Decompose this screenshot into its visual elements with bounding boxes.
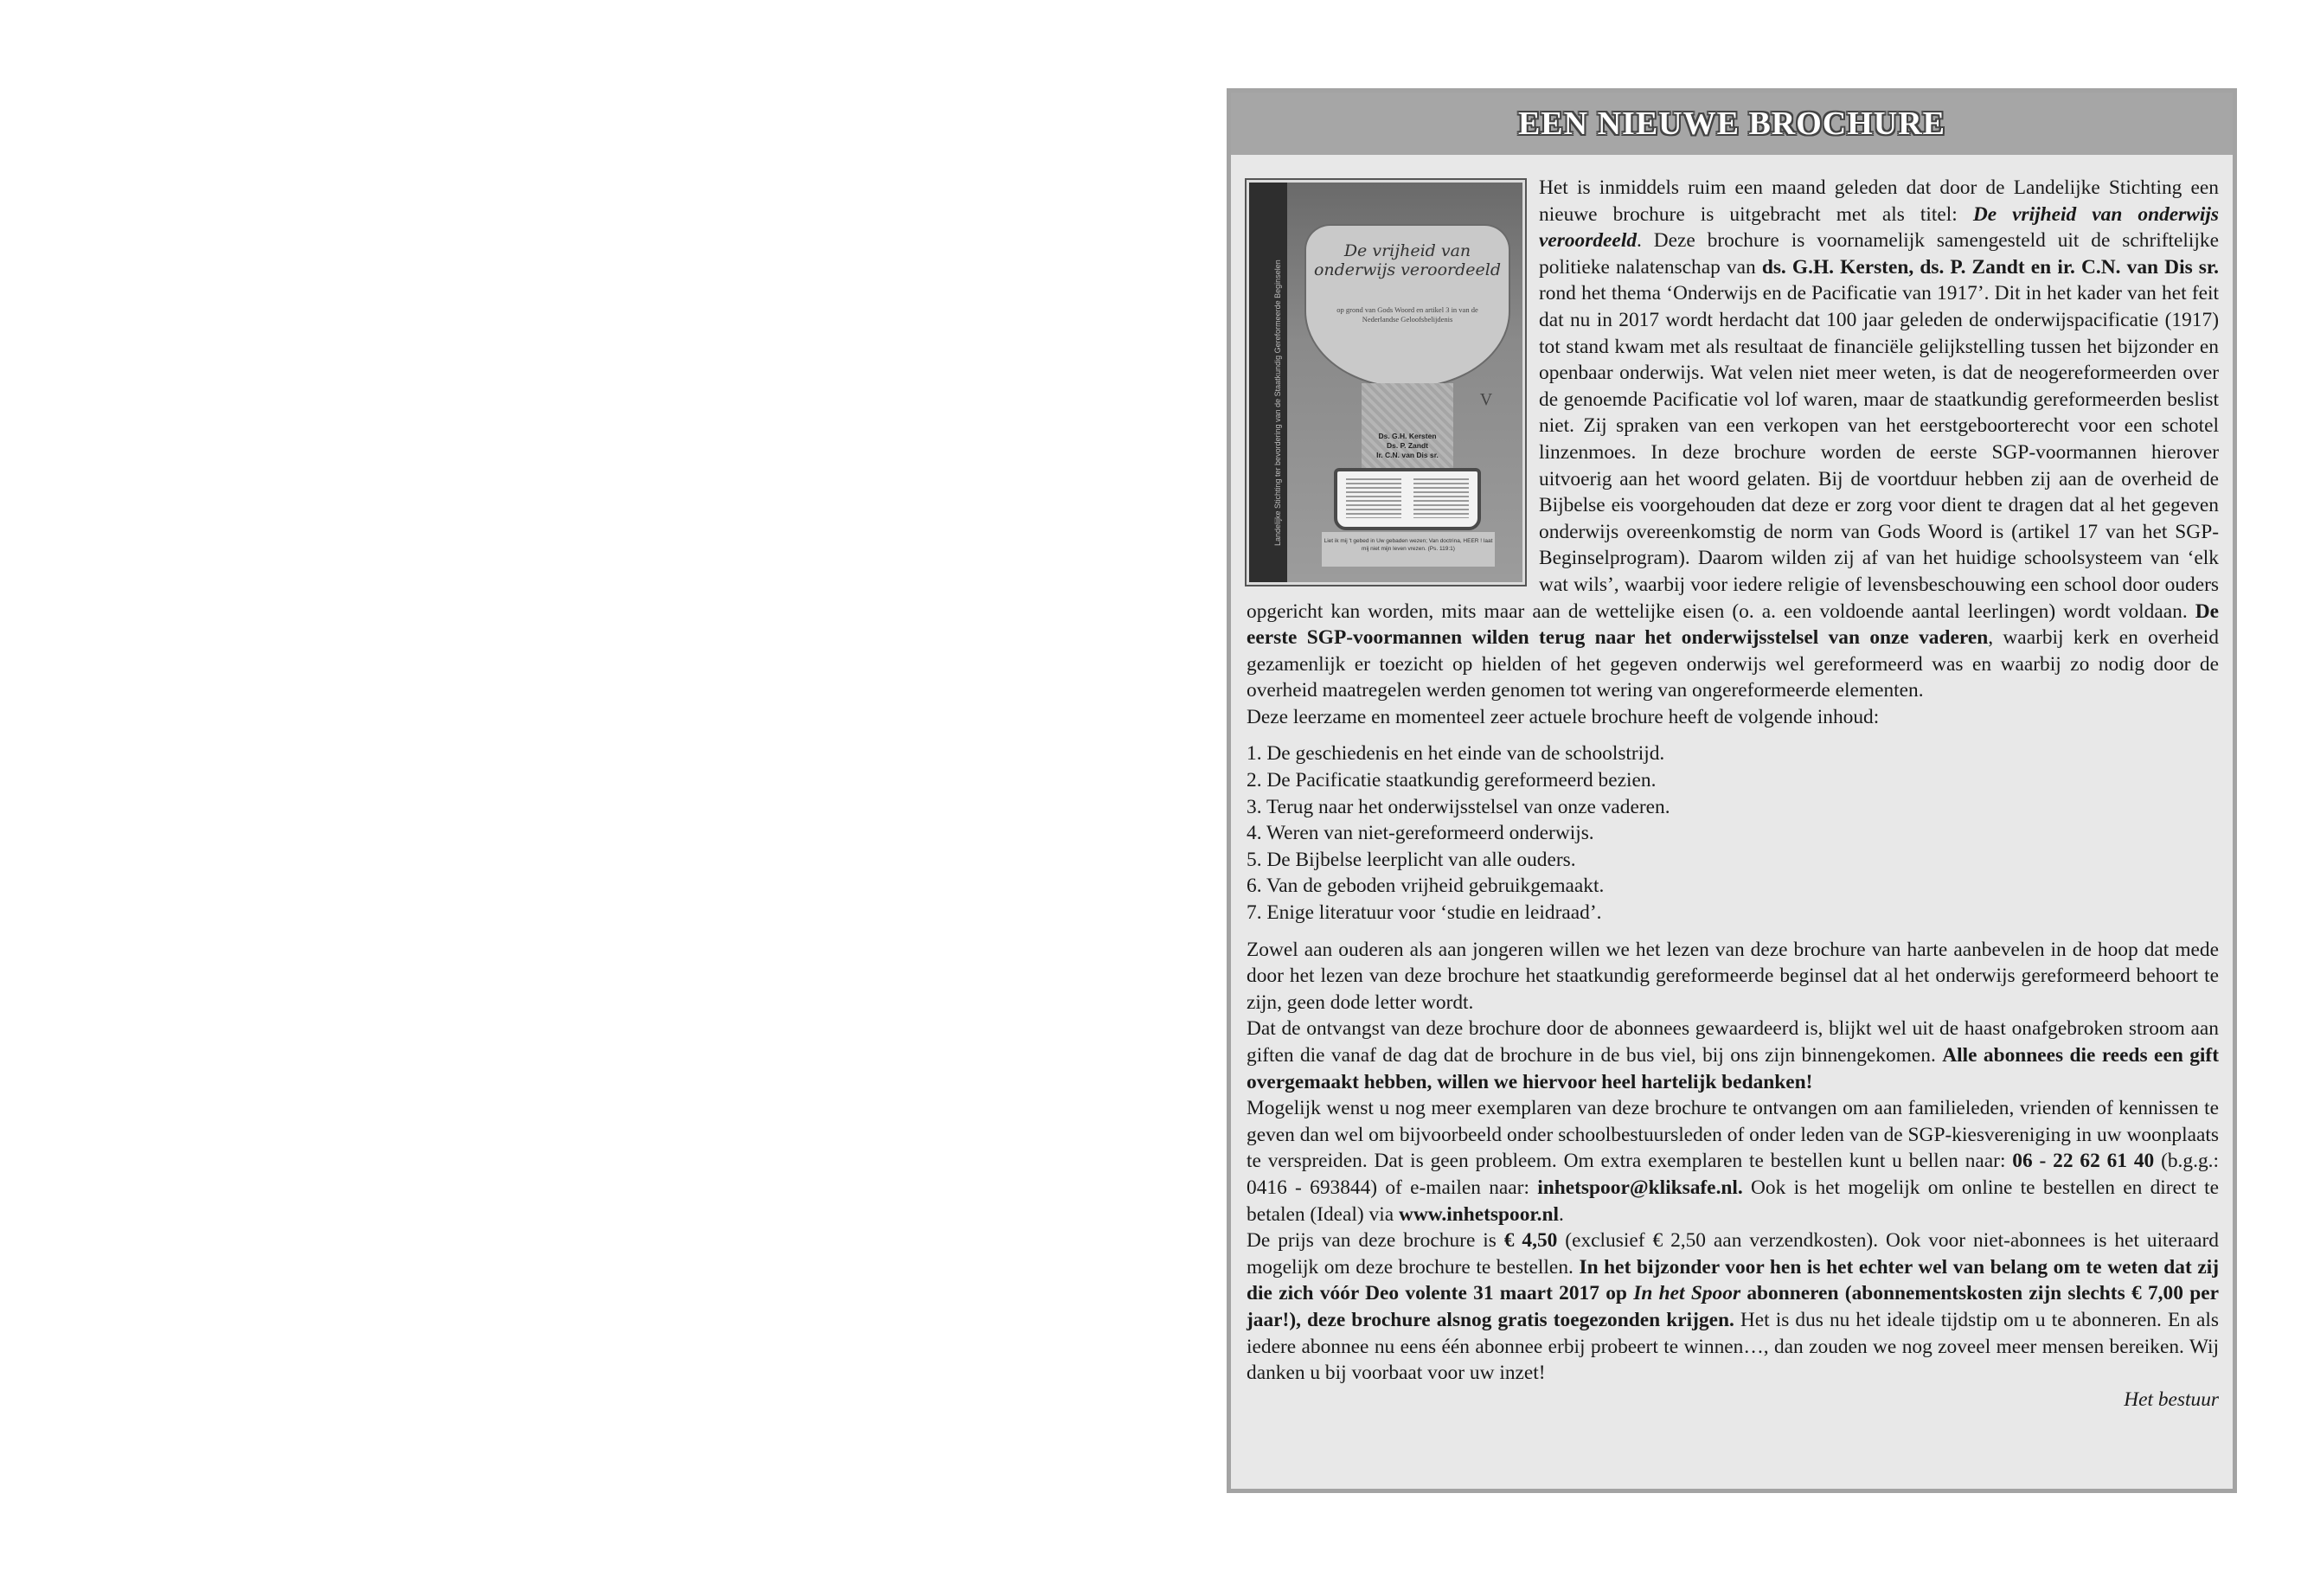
- list-item: 7. Enige literatuur voor ‘studie en leidraad’.: [1247, 901, 1602, 925]
- list-item: 2. De Pacificatie staatkundig gereformeerd bezien.: [1247, 769, 1657, 792]
- phone-number: 06 - 22 62 61 40: [2012, 1150, 2155, 1173]
- price-text-2: (exclusief € 2,50 aan verzendkosten). Ook voor niet-abonnees is het uiteraard mogelijk om deze brochure te bestellen.: [1247, 1229, 2219, 1279]
- list-item: 5. De Bijbelse leerplicht van alle ouders.: [1247, 848, 1576, 871]
- book-page-right: [1413, 478, 1469, 518]
- intro-text-2: . Deze brochure is voornamelijk samengesteld uit de schriftelijke politieke nalatenschap van: [1539, 229, 2219, 279]
- cover-shield-banner: [1304, 224, 1510, 388]
- cover-title: De vrijheid van onderwijs veroordeeld: [1313, 241, 1502, 279]
- thanks-text: Dat de ontvangst van deze brochure door de abonnees gewaardeerd is, blijkt wel uit de haast onafgebroken stroom aan giften die vanaf de dag dat de brochure in de bus viel, bij ons zijn binnengekomen.: [1247, 1017, 2219, 1067]
- cover-spine: [1249, 183, 1287, 582]
- thanks-emphasis: Alle abonnees die reeds een gift overgemaakt hebben, willen we hiervoor heel hartelijk bedanken!: [1247, 1044, 2219, 1093]
- contents-list: [1247, 740, 2219, 926]
- website-link: www.inhetspoor.nl: [1398, 1202, 1559, 1226]
- magazine-name: In het Spoor: [1633, 1282, 1741, 1305]
- contents-intro: Deze leerzame en momenteel zeer actuele brochure heeft de volgende inhoud:: [1247, 705, 1880, 728]
- brochure-cover-image: [1247, 180, 1525, 585]
- intro-text-3: rond het thema ‘Onderwijs en de Pacificatie van 1917’. Dit in het kader van het feit dat nu in 2017 wordt herdacht dat 100 jaar geleden de onderwijspacificatie (1917) tot stand kwam met als resultaat de financiële gelijkstelling tussen het bijzonder en openbaar onderwijs. Wat velen niet meer weten, is dat de neogereformeerden over de genoemde Pacificatie vol lof waren, maar de staatkundig gereformeerden beslist niet. Zij spraken van een verkopen van het eerstgeboorterecht voor een schotel linzenmoes. In deze brochure worden de eerste SGP-voormannen hierover uitvoerig aan het woord gelaten. Bij de voortduur hebben zij aan de overheid de Bijbelse eis voorgehouden dat deze er zorg voor dient te dragen dat al het gegeven onderwijs overeenkomstig de norm van Gods Woord is (artikel 17 van het SGP-Beginselprogram). Daarom wilden zij af van het huidige schoolsysteem van ‘elk wat wils’, waarbij voor iedere religie of levensbeschouwing een school door ouders opgericht kan worden, mits maar aan de wettelijke eisen (o. a. een voldoende aantal leerlingen) wordt voldaan.: [1247, 282, 2219, 623]
- cover-author: Ds. P. Zandt: [1386, 441, 1429, 450]
- intro-text-4: , waarbij kerk en overheid gezamenlijk er toezicht op hielden of het gegeven onderwijs wel gereformeerd was en waarbij zo nodig door de overheid maatregelen werden genomen tot wering van ongereformeerde elementen.: [1247, 626, 2219, 702]
- price-value: € 4,50: [1503, 1229, 1558, 1253]
- order-text-3: Ook is het mogelijk om online te bestellen en direct te betalen (Ideal) via: [1247, 1176, 2220, 1226]
- cover-quote: Liet ik mij 't gebed in Uw gebaden wezen; Van doctrina, HEER ! laat mij niet mijn leven vrezen. (Ps. 119:1): [1322, 532, 1495, 567]
- cover-spine-text: Landelijke Stichting ter bevordering van de Staatkundig Gereformeerde Beginselen: [1273, 260, 1282, 546]
- intro-emphasis: De eerste SGP-voormannen wilden terug naar het onderwijsstelsel van onze vaderen: [1247, 599, 2219, 650]
- intro-authors: ds. G.H. Kersten, ds. P. Zandt en ir. C.N. van Dis sr.: [1761, 255, 2219, 279]
- article-body: [1247, 175, 2219, 1413]
- cover-author: Ds. G.H. Kersten: [1378, 432, 1437, 440]
- intro-brochure-title: De vrijheid van onderwijs veroordeeld: [1539, 202, 2219, 253]
- order-text-4: .: [1559, 1202, 1564, 1226]
- article-title-bar: [1231, 93, 2233, 155]
- price-emphasis-2: abonneren (abonnementskosten zijn slechts € 7,00 per jaar!), deze brochure alsnog gratis toegezonden krijgen.: [1247, 1282, 2219, 1331]
- thanks-paragraph: [1247, 1016, 2219, 1095]
- price-paragraph: [1247, 1227, 2219, 1387]
- cover-volume: V: [1479, 390, 1493, 409]
- price-text-3: Het is dus nu het ideale tijdstip om u te abonneren. En als iedere abonnee nu eens één abonnee erbij probeert te winnen…, dan zouden we nog zoveel meer mensen bereiken. Wij danken u bij voorbaat voor uw inzet!: [1247, 1308, 2219, 1385]
- cover-authors: [1362, 432, 1453, 460]
- article-title: EEN NIEUWE BROCHURE: [1517, 106, 1946, 142]
- price-emphasis-1: In het bijzonder voor hen is het echter wel van belang om te weten dat zij die zich vóór Deo volente 31 maart 2017 op: [1247, 1255, 2220, 1305]
- book-page-left: [1346, 478, 1401, 518]
- list-item: 1. De geschiedenis en het einde van de schoolstrijd.: [1247, 742, 1665, 766]
- cover-subtitle: op grond van Gods Woord en artikel 3 in van de Nederlandse Geloofsbelijdenis: [1336, 305, 1478, 324]
- signature: Het bestuur: [2124, 1388, 2219, 1411]
- list-item: 3. Terug naar het onderwijsstelsel van onze vaderen.: [1247, 795, 1670, 818]
- open-bible-icon: [1334, 468, 1481, 530]
- intro-text-1: Het is inmiddels ruim een maand geleden dat door de Landelijke Stichting een nieuwe brochure is uitgebracht met als titel:: [1539, 176, 2219, 226]
- order-paragraph: [1247, 1095, 2219, 1227]
- recommend-paragraph: Zowel aan ouderen als aan jongeren willen we het lezen van deze brochure van harte aanbevelen in de hoop dat mede door het lezen van deze brochure het staatkundig gereformeerde beginsel dat al het onderwijs gereformeerd behoort te zijn, geen dode letter wordt.: [1247, 938, 2219, 1014]
- list-item: 6. Van de geboden vrijheid gebruikgemaakt.: [1247, 875, 1605, 898]
- list-item: 4. Weren van niet-gereformeerd onderwijs.: [1247, 822, 1594, 845]
- cover-author: Ir. C.N. van Dis sr.: [1376, 451, 1439, 459]
- article-box: [1227, 88, 2237, 1493]
- order-text-1: Mogelijk wenst u nog meer exemplaren van deze brochure te ontvangen om aan familieleden, vrienden of kennissen te geven dan wel om bijvoorbeeld onder schoolbestuursleden of onder leden van de SGP-kiesvereniging in uw woonplaats te verspreiden. Dat is geen probleem. Om extra exemplaren te bestellen kunt u bellen naar:: [1247, 1097, 2219, 1173]
- order-text-2: (b.g.g.: 0416 - 693844) of e-mailen naar:: [1247, 1150, 2219, 1199]
- price-text-1: De prijs van deze brochure is: [1247, 1229, 1504, 1253]
- email-address: inhetspoor@kliksafe.nl.: [1537, 1176, 1743, 1199]
